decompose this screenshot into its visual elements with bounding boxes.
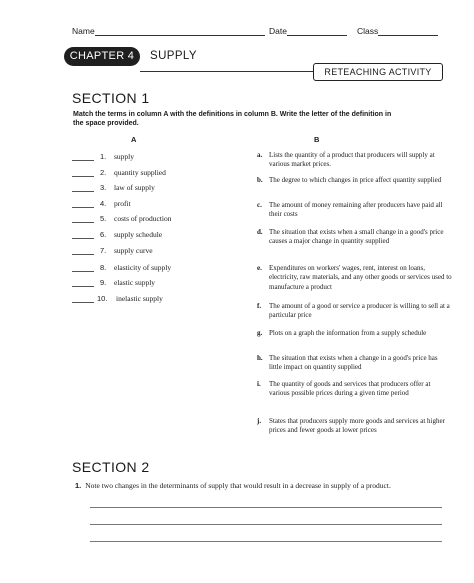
term-text: supply bbox=[114, 152, 135, 161]
answer-line[interactable] bbox=[90, 541, 442, 542]
chapter-rule bbox=[140, 71, 313, 72]
term-number: 6. bbox=[100, 230, 107, 239]
answer-blank[interactable] bbox=[72, 207, 94, 208]
definition-letter: i. bbox=[257, 380, 261, 388]
definition-letter: d. bbox=[257, 228, 263, 236]
term-text: supply curve bbox=[114, 246, 153, 255]
definition-item bbox=[257, 354, 452, 373]
definition-text: The situation that exists when a small change in a good's price causes a major change in quantity supplied bbox=[269, 228, 444, 246]
term-number: 8. bbox=[100, 263, 107, 272]
definition-letter: e. bbox=[257, 264, 262, 272]
date-field[interactable] bbox=[269, 26, 347, 36]
definition-item bbox=[257, 417, 452, 436]
question-number: 1. bbox=[75, 481, 82, 490]
answer-blank[interactable] bbox=[72, 254, 94, 255]
answer-blank[interactable] bbox=[72, 222, 94, 223]
definition-text: The amount of a good or service a producer is willing to sell at a particular price bbox=[269, 302, 450, 320]
term-row bbox=[72, 183, 242, 193]
definition-letter: f. bbox=[257, 302, 262, 310]
term-text: law of supply bbox=[114, 183, 155, 192]
answer-line[interactable] bbox=[90, 507, 442, 508]
term-number: 10. bbox=[97, 294, 108, 303]
section-1-instructions: Match the terms in column A with the definitions in column B. Write the letter of the definition in the space provided. bbox=[73, 111, 392, 127]
definition-item bbox=[257, 176, 452, 185]
definition-letter: b. bbox=[257, 176, 263, 184]
term-text: inelastic supply bbox=[116, 294, 163, 303]
term-number: 3. bbox=[100, 183, 107, 192]
definition-item bbox=[257, 329, 452, 338]
term-row bbox=[72, 199, 242, 209]
term-text: profit bbox=[114, 199, 131, 208]
definition-letter: a. bbox=[257, 151, 263, 159]
definition-item bbox=[257, 201, 452, 220]
answer-blank[interactable] bbox=[72, 286, 94, 287]
class-label: Class bbox=[357, 26, 379, 36]
definition-text: The amount of money remaining after producers have paid all their costs bbox=[269, 201, 443, 219]
term-text: elastic supply bbox=[114, 278, 156, 287]
definition-item bbox=[257, 151, 452, 170]
definition-item bbox=[257, 228, 452, 247]
definition-item bbox=[257, 264, 452, 292]
answer-blank[interactable] bbox=[72, 271, 94, 272]
section-1-title: SECTION 1 bbox=[72, 90, 150, 106]
term-text: quantity supplied bbox=[114, 168, 166, 177]
definition-letter: c. bbox=[257, 201, 262, 209]
column-a-header: A bbox=[131, 135, 137, 144]
term-row bbox=[72, 263, 242, 273]
question-1 bbox=[75, 481, 455, 490]
name-line[interactable] bbox=[95, 27, 265, 36]
term-row bbox=[72, 294, 242, 304]
class-field[interactable] bbox=[357, 26, 438, 36]
date-label: Date bbox=[269, 26, 287, 36]
term-row bbox=[72, 230, 242, 240]
definition-text: States that producers supply more goods and services at higher prices and fewer goods at lower prices bbox=[269, 417, 445, 435]
term-row bbox=[72, 278, 242, 288]
term-number: 9. bbox=[100, 278, 107, 287]
definition-letter: h. bbox=[257, 354, 263, 362]
chapter-badge: CHAPTER 4 bbox=[64, 47, 140, 66]
term-number: 7. bbox=[100, 246, 107, 255]
definition-text: Expenditures on workers' wages, rent, interest on loans, electricity, raw materials, and any other goods or services used to manufacture a product bbox=[269, 264, 452, 291]
definition-text: The quantity of goods and services that producers offer at various possible prices during a given time period bbox=[269, 380, 431, 398]
answer-blank[interactable] bbox=[72, 160, 94, 161]
definition-text: Plots on a graph the information from a supply schedule bbox=[269, 329, 427, 337]
term-number: 5. bbox=[100, 214, 107, 223]
term-text: costs of production bbox=[114, 214, 172, 223]
name-label: Name bbox=[72, 26, 95, 36]
definition-letter: j. bbox=[257, 417, 262, 425]
answer-blank[interactable] bbox=[72, 191, 94, 192]
chapter-title: SUPPLY bbox=[150, 50, 197, 62]
answer-line[interactable] bbox=[90, 524, 442, 525]
term-text: supply schedule bbox=[114, 230, 163, 239]
term-number: 2. bbox=[100, 168, 107, 177]
answer-blank[interactable] bbox=[72, 238, 94, 239]
question-text: Note two changes in the determinants of supply that would result in a decrease in supply of a product. bbox=[85, 481, 391, 490]
term-row bbox=[72, 214, 242, 224]
term-row bbox=[72, 168, 242, 178]
definition-text: The degree to which changes in price affect quantity supplied bbox=[269, 176, 442, 184]
date-line[interactable] bbox=[287, 27, 347, 36]
term-row bbox=[72, 152, 242, 162]
term-text: elasticity of supply bbox=[114, 263, 172, 272]
column-b-header: B bbox=[314, 135, 320, 144]
term-row bbox=[72, 246, 242, 256]
answer-blank[interactable] bbox=[72, 176, 94, 177]
answer-blank[interactable] bbox=[72, 302, 94, 303]
class-line[interactable] bbox=[378, 27, 438, 36]
term-number: 1. bbox=[100, 152, 107, 161]
definition-letter: g. bbox=[257, 329, 263, 337]
term-number: 4. bbox=[100, 199, 107, 208]
section-2-title: SECTION 2 bbox=[72, 459, 150, 475]
definition-item bbox=[257, 380, 452, 399]
definition-item bbox=[257, 302, 452, 321]
definition-text: Lists the quantity of a product that producers will supply at various market prices. bbox=[269, 151, 435, 169]
activity-label: RETEACHING ACTIVITY bbox=[313, 63, 443, 81]
name-field[interactable] bbox=[72, 26, 265, 36]
definition-text: The situation that exists when a change in a good's price has little impact on quantity supplied bbox=[269, 354, 438, 372]
